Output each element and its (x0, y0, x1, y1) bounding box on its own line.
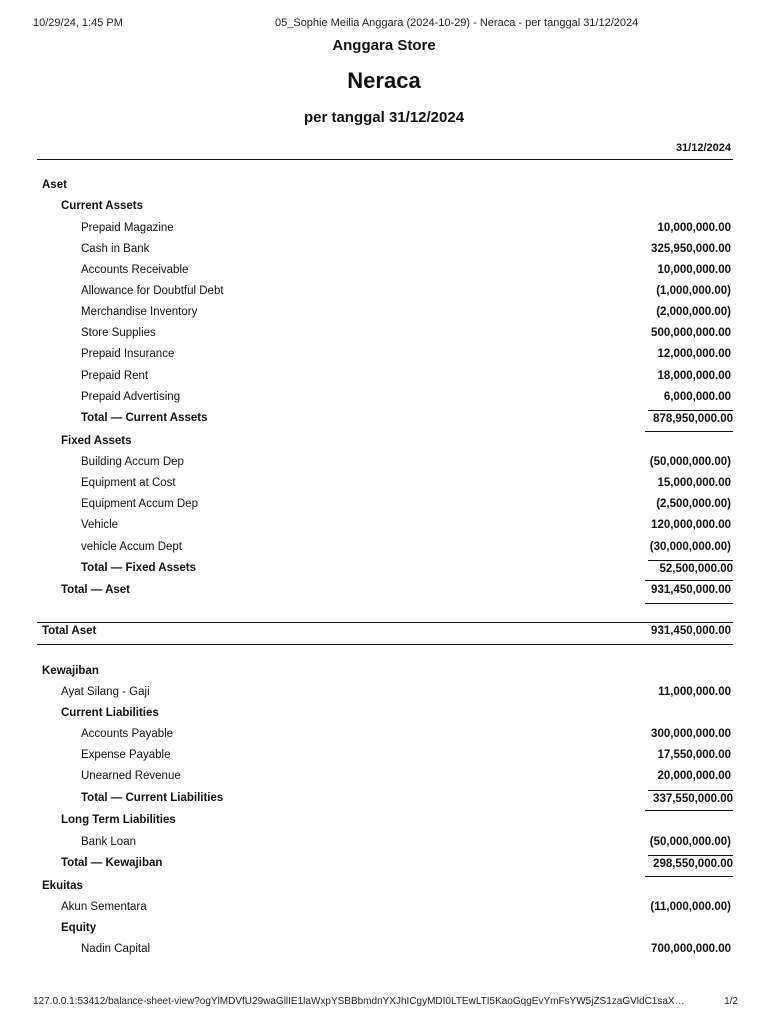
report-subtitle: per tanggal 31/12/2024 (303, 109, 465, 126)
account-amount: 120,000,000.00 (651, 519, 731, 531)
print-datetime: 10/29/24, 1:45 PM (33, 17, 123, 29)
store-name: Anggara Store (332, 37, 436, 54)
account-amount: (50,000,000.00) (649, 456, 731, 468)
section-total-amount: 298,550,000.00 (648, 855, 733, 870)
account-label: Building Accum Dep (81, 456, 184, 468)
table-row (0, 388, 768, 409)
table-row (0, 683, 768, 704)
page-url-link[interactable]: 127.0.0.1:53412/balance-sheet-view?ogYlMDVfU29waGllIE1laWxpYSBBbmdnYXJhICgyMDI0LTEwLTI5KaoGqgEvYmFsYW5jZS1zaGVldC1saX… (33, 996, 685, 1007)
page-number: 1/2 (724, 996, 738, 1007)
account-label: Akun Sementara (61, 901, 147, 913)
account-label: vehicle Accum Dept (81, 541, 182, 553)
table-row (0, 219, 768, 240)
subtotal-amount: 337,550,000.00 (648, 790, 733, 805)
section-total-row (0, 581, 768, 602)
table-row (0, 303, 768, 324)
account-label: Allowance for Doubtful Debt (81, 285, 224, 297)
account-label: Ayat Silang - Gaji (61, 686, 150, 698)
aset-heading: Aset (42, 179, 67, 191)
account-amount: (2,000,000.00) (656, 306, 731, 318)
table-row (0, 282, 768, 303)
column-date: 31/12/2024 (675, 142, 731, 154)
section-heading (0, 877, 768, 898)
account-label: Bank Loan (81, 836, 136, 848)
account-amount: 20,000,000.00 (657, 770, 731, 782)
account-label: Store Supplies (81, 327, 156, 339)
table-row (0, 538, 768, 559)
table-row (0, 324, 768, 345)
table-row (0, 516, 768, 537)
account-amount: 10,000,000.00 (657, 222, 731, 234)
group-heading (0, 919, 768, 940)
account-label: Prepaid Advertising (81, 391, 181, 403)
account-amount: 700,000,000.00 (651, 943, 731, 955)
account-amount: 15,000,000.00 (657, 477, 731, 489)
group-heading (0, 811, 768, 832)
table-row (0, 240, 768, 261)
table-row (0, 940, 768, 961)
account-label: Equipment Accum Dep (81, 498, 198, 510)
table-row (0, 367, 768, 388)
subtotal-row (0, 559, 768, 580)
group-heading (0, 197, 768, 218)
account-amount: 300,000,000.00 (651, 728, 731, 740)
long-term-liabilities-heading: Long Term Liabilities (61, 814, 176, 826)
account-amount: 10,000,000.00 (657, 264, 731, 276)
account-label: Cash in Bank (81, 243, 150, 255)
account-amount: 325,950,000.00 (651, 243, 731, 255)
ekuitas-heading: Ekuitas (42, 880, 83, 892)
section-total-label: Total — Aset (61, 584, 131, 596)
header-divider (37, 159, 733, 160)
account-label: Merchandise Inventory (81, 306, 198, 318)
subtotal-label: Total — Current Liabilities (81, 792, 224, 804)
table-row (0, 261, 768, 282)
current-assets-heading: Current Assets (61, 200, 144, 212)
account-label: Prepaid Magazine (81, 222, 174, 234)
table-row (0, 833, 768, 854)
grand-total-row (0, 622, 768, 643)
subtotal-label: Total — Current Assets (81, 412, 208, 424)
account-amount: 11,000,000.00 (658, 686, 731, 698)
subtotal-row (0, 789, 768, 810)
account-amount: (2,500,000.00) (656, 498, 731, 510)
account-amount: (30,000,000.00) (649, 541, 731, 553)
account-amount: 17,550,000.00 (657, 749, 731, 761)
current-liabilities-heading: Current Liabilities (61, 707, 159, 719)
grand-total-bottom-rule (37, 644, 733, 645)
section-total-row (0, 854, 768, 875)
account-amount: 500,000,000.00 (651, 327, 731, 339)
table-row (0, 898, 768, 919)
group-heading (0, 704, 768, 725)
account-amount: 18,000,000.00 (657, 370, 731, 382)
section-total-underline (645, 603, 733, 604)
table-row (0, 474, 768, 495)
table-row (0, 725, 768, 746)
grand-total-amount: 931,450,000.00 (651, 625, 731, 637)
account-label: Vehicle (81, 519, 119, 531)
table-row (0, 345, 768, 366)
table-row (0, 453, 768, 474)
account-amount: 12,000,000.00 (657, 348, 731, 360)
subtotal-row (0, 409, 768, 430)
table-row (0, 495, 768, 516)
account-label: Unearned Revenue (81, 770, 181, 782)
account-amount: (11,000,000.00) (650, 901, 731, 913)
grand-total-label: Total Aset (42, 625, 97, 637)
subtotal-label: Total — Fixed Assets (81, 562, 197, 574)
section-heading (0, 662, 768, 683)
fixed-assets-heading: Fixed Assets (61, 435, 132, 447)
section-heading (0, 176, 768, 197)
account-label: Expense Payable (81, 749, 171, 761)
subtotal-amount: 52,500,000.00 (648, 560, 733, 575)
account-amount: (50,000,000.00) (649, 836, 731, 848)
group-heading (0, 432, 768, 453)
section-total-amount: 931,450,000.00 (651, 584, 731, 596)
equity-heading: Equity (61, 922, 97, 934)
account-label: Prepaid Rent (81, 370, 149, 382)
table-row (0, 746, 768, 767)
table-row (0, 767, 768, 788)
account-label: Accounts Receivable (81, 264, 189, 276)
account-amount: (1,000,000.00) (656, 285, 731, 297)
subtotal-amount: 878,950,000.00 (648, 410, 733, 425)
section-total-label: Total — Kewajiban (61, 857, 163, 869)
kewajiban-heading: Kewajiban (42, 665, 99, 677)
account-label: Nadin Capital (81, 943, 151, 955)
report-title: Neraca (347, 68, 421, 93)
print-doc-title: 05_Sophie Meilia Anggara (2024-10-29) - Neraca - per tanggal 31/12/2024 (275, 17, 639, 29)
account-label: Accounts Payable (81, 728, 174, 740)
account-label: Prepaid Insurance (81, 348, 175, 360)
account-label: Equipment at Cost (81, 477, 176, 489)
account-amount: 6,000,000.00 (663, 391, 731, 403)
